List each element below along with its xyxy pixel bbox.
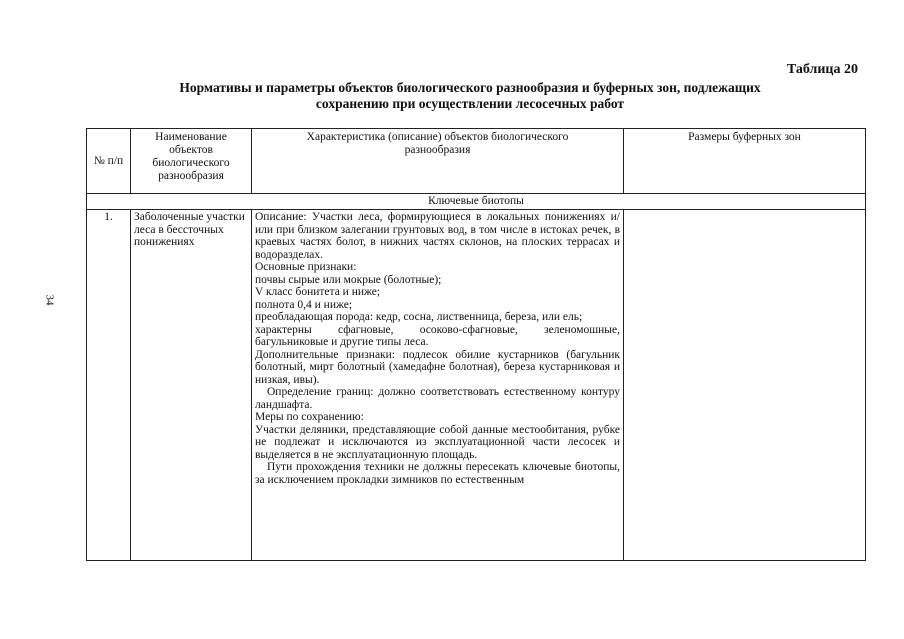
table-row [87, 210, 866, 561]
page-number: 34 [43, 294, 56, 306]
desc-paragraph: V класс бонитета и ниже; [255, 286, 381, 298]
table-label: Таблица 20 [786, 62, 858, 77]
desc-paragraph: преобладающая порода: кедр, сосна, лиственница, береза, или ель; [255, 311, 583, 323]
table-header-row [87, 129, 866, 194]
desc-paragraph: Основные признаки: [255, 261, 357, 273]
header-name: Наименование объектов биологического разнообразия [131, 129, 252, 194]
document-title [140, 80, 800, 112]
desc-paragraph: Пути прохождения техники не должны пересекать ключевые биотопы, за исключением прокладки зимников по естественным [255, 461, 620, 486]
desc-paragraph: полнота 0,4 и ниже; [255, 298, 353, 311]
section-title: Ключевые биотопы [87, 194, 866, 210]
title-line-1: Нормативы и параметры объектов биологического разнообразия и буферных зон, подлежащих [179, 80, 761, 95]
desc-paragraph: почвы сырые или мокрые (болотные); [255, 273, 442, 286]
desc-paragraph: характерны сфагновые, осоково-сфагновые, зеленомошные, багульниковые и другие типы леса. [255, 323, 620, 348]
section-row [87, 194, 866, 210]
header-num: № п/п [87, 129, 131, 194]
desc-paragraph: Участки деляники, представляющие собой данные местообитания, рубке не подлежат и исключаются из эксплуатационной части лесосек и выделяется в не эксплуатационную площадь. [255, 423, 620, 461]
biodiversity-table [86, 128, 866, 561]
row-buffer [624, 210, 866, 561]
row-name: Заболоченные участки леса в бессточных понижениях [131, 210, 252, 561]
desc-paragraph: Описание: Участки леса, формирующиеся в локальных понижениях и/или при близком залегании грунтовых вод, в том числе в истоках речек, в краевых частях болот, в нижних частях склонов, на плоских террасах и водоразделах. [255, 211, 620, 261]
header-description: Характеристика (описание) объектов биологического разнообразия [252, 129, 624, 194]
description-content [255, 211, 620, 560]
row-description [252, 210, 624, 561]
row-number: 1. [87, 210, 131, 561]
desc-paragraph: Дополнительные признаки: подлесок обилие кустарников (багульник болотный, мирт болотный (хамедафне болотная), береза кустарниковая и низкая, ивы). [255, 348, 620, 386]
header-buffer: Размеры буферных зон [624, 129, 866, 194]
title-line-2: сохранению при осуществлении лесосечных работ [315, 96, 625, 111]
desc-paragraph: Определение границ: должно соответствовать естественному контуру ландшафта. [255, 386, 620, 411]
desc-paragraph: Меры по сохранению: [255, 411, 364, 423]
